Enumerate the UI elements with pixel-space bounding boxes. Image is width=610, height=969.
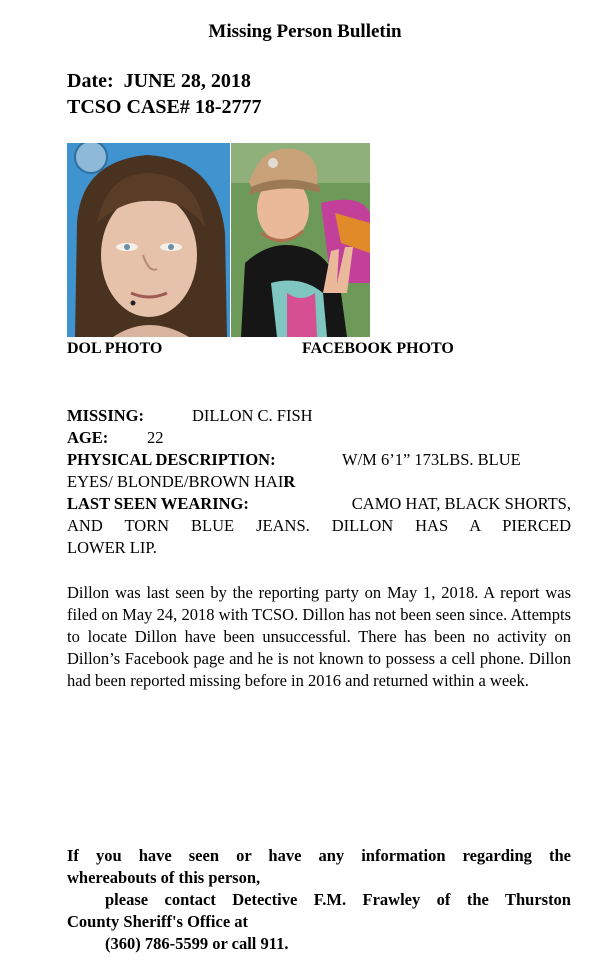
missing-label: MISSING: bbox=[67, 406, 145, 425]
facebook-photo bbox=[231, 143, 370, 337]
narrative-paragraph: Dillon was last seen by the reporting party on May 1, 2018. A report was filed on May 24, 2018 with TCSO. Dillon has not been seen since. Attempts to locate Dillon have been unsuccessful. There has been no activity on Dillon’s Facebook page and he is not known to possess a cell phone. Dillon had been reported missing before in 2016 and returned within a week. bbox=[67, 583, 571, 690]
missing-row bbox=[67, 406, 313, 426]
contact-phone: (360) 786-5599 or call 911. bbox=[105, 934, 289, 953]
last-seen-value-1: CAMO HAT, BLACK SHORTS, bbox=[351, 494, 571, 513]
physical-description-line-2 bbox=[67, 472, 295, 492]
dol-photo bbox=[67, 143, 230, 337]
last-seen-label: LAST SEEN WEARING: bbox=[67, 494, 249, 513]
state-seal-icon bbox=[75, 143, 107, 173]
physical-description-value-2-bold: R bbox=[283, 472, 296, 491]
physical-description-label: PHYSICAL DESCRIPTION: bbox=[67, 450, 276, 469]
age-value: 22 bbox=[147, 428, 164, 447]
case-number: TCSO CASE# 18-2777 bbox=[67, 96, 262, 118]
physical-description-row bbox=[67, 450, 521, 470]
bulletin-title: Missing Person Bulletin bbox=[208, 21, 402, 42]
last-seen-value-3: LOWER LIP. bbox=[67, 538, 157, 557]
contact-line-2: whereabouts of this person, bbox=[67, 868, 261, 887]
age-label: AGE: bbox=[67, 428, 109, 447]
physical-description-value-2: EYES/ BLONDE/BROWN HAI bbox=[67, 472, 284, 491]
contact-line-4: County Sheriff's Office at bbox=[67, 912, 249, 931]
contact-line-3: please contact Detective F.M. Frawley of the Thurston bbox=[105, 890, 571, 909]
dol-photo-caption: DOL PHOTO bbox=[67, 340, 163, 357]
dol-portrait-image bbox=[67, 143, 230, 337]
missing-name: DILLON C. FISH bbox=[192, 406, 313, 425]
age-row bbox=[67, 428, 164, 448]
contact-line-1: If you have seen or have any information regarding the bbox=[67, 846, 571, 865]
facebook-photo-caption: FACEBOOK PHOTO bbox=[302, 340, 454, 357]
facebook-selfie-image bbox=[231, 143, 370, 337]
last-seen-value-2: AND TORN BLUE JEANS. DILLON HAS A PIERCED bbox=[67, 516, 571, 535]
last-seen-row bbox=[67, 494, 571, 514]
physical-description-value-1: W/M 6’1” 173LBS. BLUE bbox=[342, 450, 521, 469]
bulletin-date: Date: JUNE 28, 2018 bbox=[67, 70, 251, 92]
